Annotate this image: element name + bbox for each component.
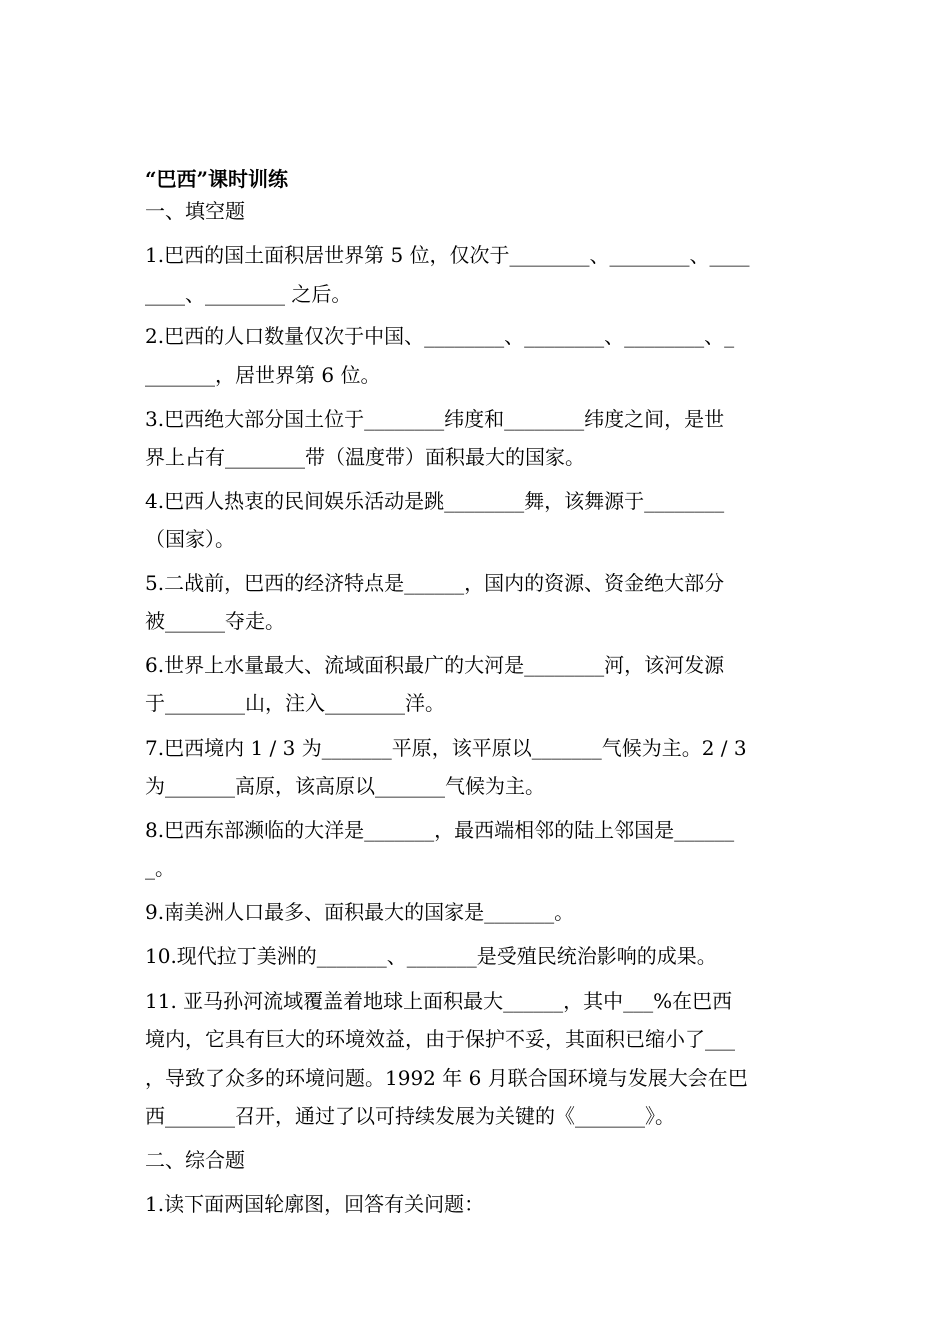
question-3-line-1: 3.巴西绝大部分国土位于________纬度和________纬度之间，是世 (145, 407, 725, 431)
question-11-line-1: 11. 亚马孙河流域覆盖着地球上面积最大______，其中___%在巴西 (145, 989, 733, 1013)
question-1-line-2: ____、________ 之后。 (145, 282, 352, 306)
question-2-line-2: _______，居世界第 6 位。 (145, 363, 381, 387)
question-2-line-1: 2.巴西的人口数量仅次于中国、________、________、________、_ (145, 324, 735, 348)
section-heading-comprehensive: 二、综合题 (145, 1148, 245, 1172)
question-8-line-2: _。 (145, 856, 175, 880)
question-4-line-2: （国家）。 (145, 527, 235, 551)
section-heading-fill-blank: 一、填空题 (145, 199, 245, 223)
question-7-line-1: 7.巴西境内 1 / 3 为_______平原，该平原以_______气候为主。2 / 3 (145, 736, 747, 760)
question-11-line-2: 境内，它具有巨大的环境效益，由于保护不妥，其面积已缩小了___ (145, 1027, 735, 1051)
question-11-line-4: 西_______召开，通过了以可持续发展为关键的《_______》。 (145, 1104, 675, 1128)
question-5-line-1: 5.二战前，巴西的经济特点是______，国内的资源、资金绝大部分 (145, 571, 725, 595)
document-title: “巴西”课时训练 (145, 167, 289, 191)
question-6-line-2: 于________山，注入________洋。 (145, 691, 445, 715)
question-10-line-1: 10.现代拉丁美洲的_______、_______是受殖民统治影响的成果。 (145, 944, 717, 968)
question-11-line-3: ，导致了众多的环境问题。1992 年 6 月联合国环境与发展大会在巴 (145, 1066, 748, 1090)
question-6-line-1: 6.世界上水量最大、流域面积最广的大河是________河，该河发源 (145, 653, 725, 677)
question-7-line-2: 为_______高原，该高原以_______气候为主。 (145, 774, 545, 798)
comprehensive-question-1: 1.读下面两国轮廓图，回答有关问题： (145, 1192, 485, 1216)
question-1-line-1: 1.巴西的国土面积居世界第 5 位，仅次于________、________、____ (145, 243, 750, 267)
question-3-line-2: 界上占有________带（温度带）面积最大的国家。 (145, 445, 585, 469)
question-5-line-2: 被______夺走。 (145, 609, 285, 633)
question-9-line-1: 9.南美洲人口最多、面积最大的国家是_______。 (145, 900, 575, 924)
question-8-line-1: 8.巴西东部濒临的大洋是_______，最西端相邻的陆上邻国是______ (145, 818, 735, 842)
question-4-line-1: 4.巴西人热衷的民间娱乐活动是跳________舞，该舞源于________ (145, 489, 725, 513)
